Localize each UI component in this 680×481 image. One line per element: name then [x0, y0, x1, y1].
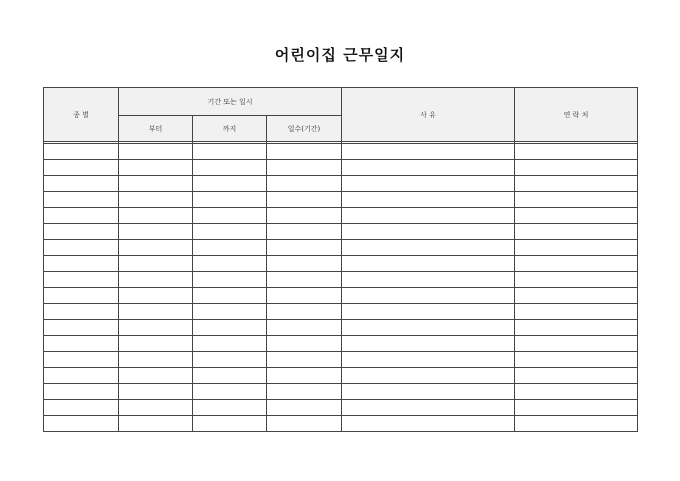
cell-to[interactable] [193, 304, 267, 320]
work-log-table [43, 87, 638, 432]
cell-category[interactable] [44, 160, 119, 176]
cell-category[interactable] [44, 224, 119, 240]
cell-contact[interactable] [515, 192, 638, 208]
cell-reason[interactable] [342, 208, 515, 224]
header-from: 부터 [119, 116, 193, 142]
cell-category[interactable] [44, 416, 119, 432]
table-row [44, 400, 638, 416]
page-title: 어린이집 근무일지 [274, 46, 406, 64]
cell-from[interactable] [119, 416, 193, 432]
header-to: 까지 [193, 116, 267, 142]
cell-from[interactable] [119, 272, 193, 288]
header-days: 일수(기간) [267, 116, 342, 142]
table-row [44, 256, 638, 272]
cell-days[interactable] [267, 224, 342, 240]
cell-category[interactable] [44, 288, 119, 304]
cell-reason[interactable] [342, 160, 515, 176]
cell-reason[interactable] [342, 416, 515, 432]
cell-category[interactable] [44, 336, 119, 352]
cell-from[interactable] [119, 224, 193, 240]
cell-reason[interactable] [342, 192, 515, 208]
cell-reason[interactable] [342, 144, 515, 160]
cell-contact[interactable] [515, 144, 638, 160]
cell-contact[interactable] [515, 304, 638, 320]
cell-from[interactable] [119, 176, 193, 192]
cell-contact[interactable] [515, 416, 638, 432]
cell-reason[interactable] [342, 320, 515, 336]
cell-days[interactable] [267, 240, 342, 256]
cell-to[interactable] [193, 144, 267, 160]
cell-category[interactable] [44, 144, 119, 160]
header-category: 종 별 [44, 88, 119, 142]
cell-to[interactable] [193, 240, 267, 256]
cell-to[interactable] [193, 256, 267, 272]
cell-to[interactable] [193, 176, 267, 192]
cell-to[interactable] [193, 400, 267, 416]
table-row [44, 160, 638, 176]
cell-category[interactable] [44, 256, 119, 272]
cell-category[interactable] [44, 368, 119, 384]
table-row [44, 368, 638, 384]
cell-category[interactable] [44, 272, 119, 288]
cell-contact[interactable] [515, 272, 638, 288]
cell-to[interactable] [193, 272, 267, 288]
cell-contact[interactable] [515, 240, 638, 256]
cell-to[interactable] [193, 352, 267, 368]
cell-days[interactable] [267, 384, 342, 400]
cell-category[interactable] [44, 176, 119, 192]
cell-category[interactable] [44, 304, 119, 320]
cell-days[interactable] [267, 192, 342, 208]
cell-from[interactable] [119, 192, 193, 208]
cell-contact[interactable] [515, 336, 638, 352]
cell-from[interactable] [119, 304, 193, 320]
cell-reason[interactable] [342, 384, 515, 400]
cell-days[interactable] [267, 144, 342, 160]
cell-from[interactable] [119, 144, 193, 160]
cell-to[interactable] [193, 224, 267, 240]
cell-contact[interactable] [515, 384, 638, 400]
cell-days[interactable] [267, 256, 342, 272]
cell-from[interactable] [119, 288, 193, 304]
cell-contact[interactable] [515, 208, 638, 224]
cell-category[interactable] [44, 208, 119, 224]
cell-reason[interactable] [342, 256, 515, 272]
cell-reason[interactable] [342, 240, 515, 256]
cell-category[interactable] [44, 192, 119, 208]
table-row [44, 416, 638, 432]
cell-reason[interactable] [342, 176, 515, 192]
table-row [44, 304, 638, 320]
cell-category[interactable] [44, 240, 119, 256]
cell-from[interactable] [119, 256, 193, 272]
table-row [44, 288, 638, 304]
cell-reason[interactable] [342, 400, 515, 416]
cell-reason[interactable] [342, 368, 515, 384]
cell-days[interactable] [267, 176, 342, 192]
cell-days[interactable] [267, 272, 342, 288]
cell-from[interactable] [119, 336, 193, 352]
cell-from[interactable] [119, 352, 193, 368]
header-row-1 [44, 88, 638, 116]
cell-contact[interactable] [515, 288, 638, 304]
cell-to[interactable] [193, 320, 267, 336]
cell-category[interactable] [44, 352, 119, 368]
cell-reason[interactable] [342, 288, 515, 304]
cell-days[interactable] [267, 320, 342, 336]
header-reason: 사 유 [342, 88, 515, 142]
cell-from[interactable] [119, 240, 193, 256]
cell-from[interactable] [119, 368, 193, 384]
table-row [44, 240, 638, 256]
table-body [44, 142, 638, 432]
cell-days[interactable] [267, 400, 342, 416]
cell-days[interactable] [267, 336, 342, 352]
header-period-group: 기간 또는 일시 [119, 88, 342, 116]
table-row [44, 336, 638, 352]
table-row [44, 224, 638, 240]
cell-days[interactable] [267, 160, 342, 176]
table-row [44, 192, 638, 208]
cell-to[interactable] [193, 384, 267, 400]
cell-from[interactable] [119, 400, 193, 416]
table-row [44, 352, 638, 368]
table-row [44, 272, 638, 288]
cell-days[interactable] [267, 288, 342, 304]
cell-days[interactable] [267, 208, 342, 224]
cell-contact[interactable] [515, 176, 638, 192]
cell-to[interactable] [193, 368, 267, 384]
cell-contact[interactable] [515, 352, 638, 368]
cell-to[interactable] [193, 416, 267, 432]
cell-from[interactable] [119, 384, 193, 400]
table-row [44, 320, 638, 336]
cell-category[interactable] [44, 320, 119, 336]
cell-reason[interactable] [342, 336, 515, 352]
cell-reason[interactable] [342, 352, 515, 368]
cell-reason[interactable] [342, 272, 515, 288]
cell-reason[interactable] [342, 304, 515, 320]
cell-category[interactable] [44, 400, 119, 416]
table-row [44, 144, 638, 160]
cell-contact[interactable] [515, 400, 638, 416]
header-contact: 연 락 처 [515, 88, 638, 142]
cell-contact[interactable] [515, 224, 638, 240]
cell-to[interactable] [193, 192, 267, 208]
cell-from[interactable] [119, 208, 193, 224]
cell-to[interactable] [193, 208, 267, 224]
cell-contact[interactable] [515, 320, 638, 336]
table-row [44, 208, 638, 224]
cell-from[interactable] [119, 320, 193, 336]
cell-to[interactable] [193, 160, 267, 176]
cell-category[interactable] [44, 384, 119, 400]
cell-to[interactable] [193, 336, 267, 352]
table-row [44, 176, 638, 192]
cell-days[interactable] [267, 304, 342, 320]
cell-days[interactable] [267, 352, 342, 368]
cell-reason[interactable] [342, 224, 515, 240]
cell-to[interactable] [193, 288, 267, 304]
cell-contact[interactable] [515, 160, 638, 176]
cell-contact[interactable] [515, 256, 638, 272]
cell-days[interactable] [267, 416, 342, 432]
cell-days[interactable] [267, 368, 342, 384]
cell-contact[interactable] [515, 368, 638, 384]
cell-from[interactable] [119, 160, 193, 176]
table-row [44, 384, 638, 400]
